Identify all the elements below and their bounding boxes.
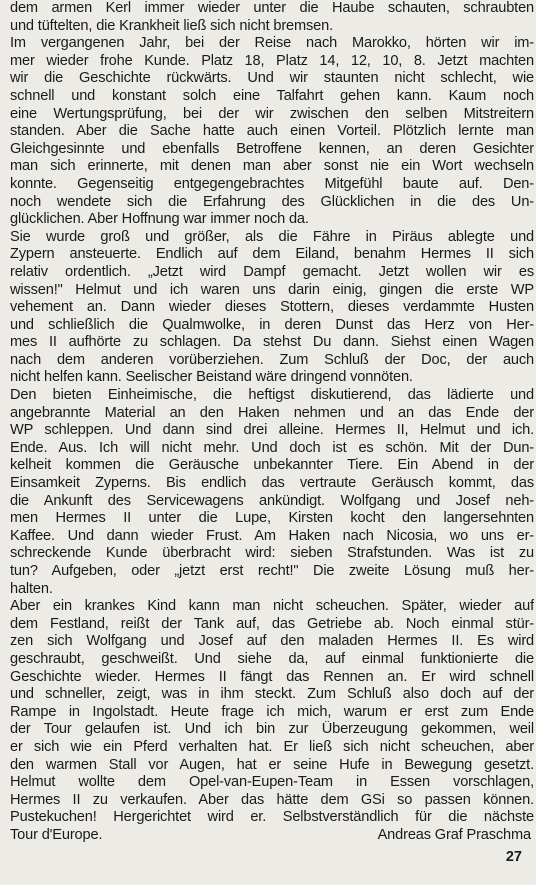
text-line: mer wieder frohe Kunde. Platz 18, Platz 14, 12, 10, 8. Jetzt machten	[10, 52, 534, 69]
text-line: Zypern ansteuerte. Endlich auf dem Eiland, benahm Hermes II sich	[10, 246, 534, 263]
text-line: wir die Geschichte rückwärts. Und wir staunten nicht schlecht, wie	[10, 70, 534, 87]
text-line: konnte. Gegenseitig entgegengebrachtes Mitgefühl baute auf. Den-	[10, 175, 534, 192]
text-line: Geschichte wieder. Hermes II fängt das Rennen an. Er wird schnell	[10, 668, 534, 685]
text-line: Helmut wollte dem Opel-van-Eupen-Team in Essen vorschlagen,	[10, 774, 534, 791]
text-line: noch wendete sich die Erfahrung des Glücklichen in die des Un-	[10, 193, 534, 210]
text-line: relativ ordentlich. „Jetzt wird Dampf gemacht. Jetzt wollen wir es	[10, 263, 534, 280]
author-signature: Andreas Graf Praschma	[377, 826, 531, 843]
text-line: Einsamkeit Zyperns. Bis endlich das vertraute Geräusch kommt, das	[10, 475, 534, 492]
text-line: Gleichgesinnte und ebenfalls Betroffene kennen, an deren Gesichter	[10, 140, 534, 157]
text-line: man sich erinnerte, mit denen man aber sonst nie ein Wort wechseln	[10, 158, 534, 175]
text-line: WP schleppen. Und dann sind drei alleine. Hermes II, Helmut und ich.	[10, 422, 534, 439]
text-line: nicht helfen kann. Seelischer Beistand wäre dringend vonnöten.	[10, 369, 413, 386]
text-line: Hermes II zu verkaufen. Aber das hätte dem GSi so passen können.	[10, 791, 534, 808]
page-number: 27	[505, 849, 522, 865]
text-line: dem armen Kerl immer wieder unter die Haube schauten, schraubten	[10, 0, 534, 16]
text-line: vehement an. Dann wieder dieses Stottern, dieses verdammte Husten	[10, 299, 534, 316]
text-line: Sie wurde groß und größer, als die Fähre in Piräus ablegte und	[10, 228, 534, 245]
text-line: tun? Aufgeben, oder „jetzt erst recht!" Die zweite Lösung muß her-	[10, 563, 534, 579]
text-line: kelheit kommen die Geräusche unbekannter Tiere. Ein Abend in der	[10, 457, 534, 474]
text-line: und tüftelten, die Krankheit ließ sich nicht bremsen.	[10, 17, 334, 34]
text-line: und schneller, zeigt, was in ihm steckt. Zum Schluß also doch auf der	[10, 686, 534, 703]
text-line: eine Wertungsprüfung, bei der wir zwischen den selben Mitstreitern	[10, 105, 534, 122]
text-line: die Ankunft des Servicewagens ankündigt. Wolfgang und Josef neh-	[10, 492, 534, 509]
text-line: glücklichen. Aber Hoffnung war immer noch da.	[10, 211, 309, 228]
text-line: nach dem anderen vorüberziehen. Zum Schluß der Doc, der auch	[10, 351, 534, 368]
text-line: Kaffee. Und dann wieder Frust. Am Haken nach Nicosia, wo uns er-	[10, 527, 534, 544]
text-line: Im vergangenen Jahr, bei der Reise nach Marokko, hörten wir im-	[10, 35, 534, 52]
text-line: Ende. Aus. Ich will nicht mehr. Und doch ist es schön. Mit der Dun-	[10, 439, 534, 456]
text-line: Rampe in Ingolstadt. Heute frage ich mich, warum er erst zum Ende	[10, 703, 534, 720]
text-line: Tour d'Europe. Andreas Graf Praschma	[10, 826, 531, 843]
text-line: men Hermes II unter die Lupe, Kirsten kocht den langersehnten	[10, 510, 534, 527]
text-line: angebrannte Material an den Haken nehmen und an das Ende der	[10, 404, 534, 421]
text-line: Den bieten Einheimische, die heftigst diskutierend, das lädierte und	[10, 387, 534, 404]
text-line: und schließlich die Qualmwolke, in deren Dunst das Herz von Her-	[10, 316, 534, 333]
text-line: Pustekuchen! Hergerichtet wird er. Selbstverständlich für die nächste	[10, 809, 534, 826]
text-line: wissen!" Helmut und ich waren uns darin einig, gingen die erste WP	[10, 281, 534, 298]
text-line: er sich wie ein Pferd verhalten hat. Er ließ sich nicht scheuchen, aber	[10, 738, 534, 755]
text-line: Aber ein krankes Kind kann man nicht scheuchen. Später, wieder auf	[10, 598, 534, 615]
text-line: halten.	[10, 580, 53, 597]
text-line: der Tour gelaufen ist. Und ich bin zur Überzeugung gekommen, weil	[10, 721, 534, 738]
text-line: den warmen Stall vor Augen, hat er seine Hufe in Bewegung gesetzt.	[10, 756, 534, 773]
text-line: mes II aufhörte zu schlagen. Da stehst Du dann. Siehst einen Wagen	[10, 334, 534, 351]
text-line: geschraubt, geschweißt. Und siehe da, auf einmal funktionierte die	[10, 650, 534, 667]
text-line: zen sich Wolfgang und Josef auf den maladen Hermes II. Es wird	[10, 633, 534, 650]
text-line: standen. Aber die Sache hatte auch einen Vorteil. Plötzlich lernte man	[10, 123, 534, 140]
text-line: dem Festland, reißt der Tank auf, das Getriebe ab. Noch einmal stür-	[10, 615, 534, 632]
text-line: schreckende Kunde überbracht wird: sieben Strafstunden. Was ist zu	[10, 545, 534, 562]
text-line: schnell und konstant solch eine Talfahrt gehen kann. Kaum noch	[10, 87, 534, 104]
article-body	[10, 0, 534, 845]
